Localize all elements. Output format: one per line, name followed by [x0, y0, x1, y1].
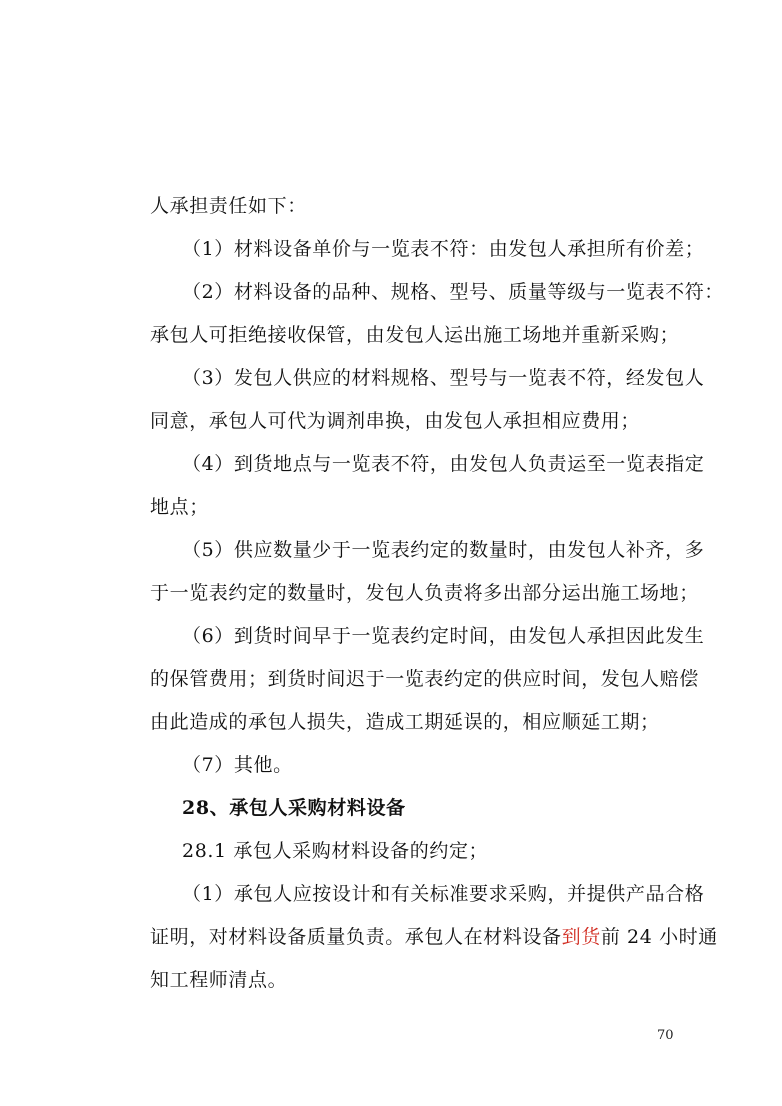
page-number: 70 [657, 1028, 674, 1043]
paragraph-line: 知工程师清点。 [150, 969, 288, 991]
paragraph-line: 人承担责任如下： [150, 195, 307, 217]
paragraph-line: 地点； [150, 496, 209, 518]
paragraph-line: 由此造成的承包人损失，造成工期延误的，相应顺延工期； [150, 711, 660, 733]
list-item-2: （2）材料设备的品种、规格、型号、质量等级与一览表不符： [182, 281, 724, 303]
paragraph-line: 的保管费用；到货时间迟于一览表约定的供应时间，发包人赔偿 [150, 668, 699, 690]
paragraph-line-with-highlight [150, 925, 718, 949]
paragraph-line: 承包人可拒绝接收保管，由发包人运出施工场地并重新采购； [150, 324, 680, 346]
paragraph-line: 同意，承包人可代为调剂串换，由发包人承担相应费用； [150, 410, 641, 432]
list-item-4: （4）到货地点与一览表不符，由发包人负责运至一览表指定 [182, 453, 705, 475]
list-item-3: （3）发包人供应的材料规格、型号与一览表不符，经发包人 [182, 367, 705, 389]
list-item-1: （1）承包人应按设计和有关标准要求采购，并提供产品合格 [182, 883, 705, 905]
paragraph-line: 于一览表约定的数量时，发包人负责将多出部分运出施工场地； [150, 582, 699, 604]
list-item-5: （5）供应数量少于一览表约定的数量时，由发包人补齐，多 [182, 539, 705, 561]
list-item-1: （1）材料设备单价与一览表不符：由发包人承担所有价差； [182, 238, 705, 260]
text-segment: 前 24 小时通 [600, 926, 718, 948]
highlighted-text: 到货 [561, 926, 601, 948]
subsection-heading: 28.1 承包人采购材料设备的约定； [182, 840, 489, 862]
text-segment: 证明，对材料设备质量负责。承包人在材料设备 [150, 926, 562, 948]
list-item-7: （7）其他。 [182, 754, 293, 776]
list-item-6: （6）到货时间早于一览表约定时间，由发包人承担因此发生 [182, 625, 705, 647]
section-heading: 28、承包人采购材料设备 [182, 797, 406, 819]
